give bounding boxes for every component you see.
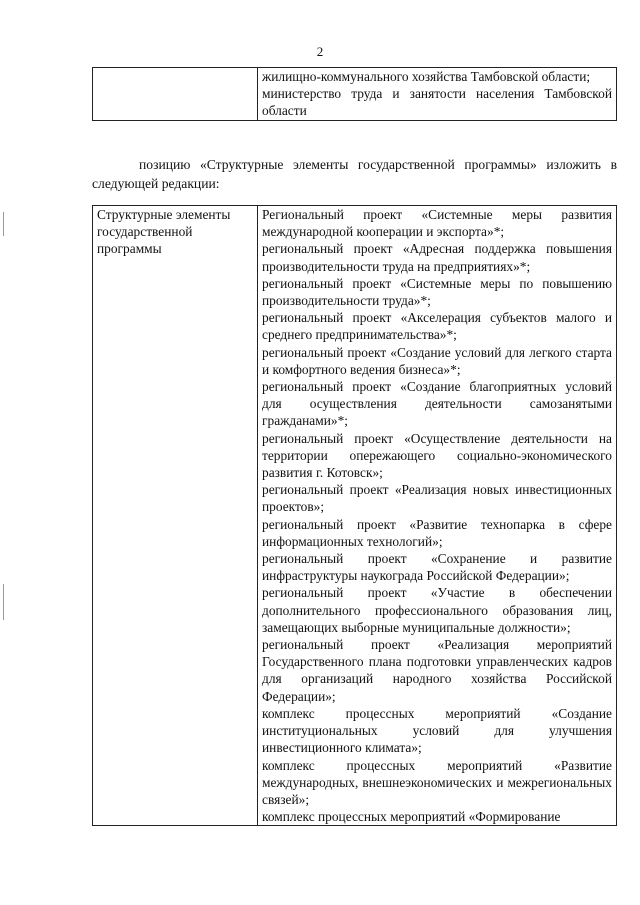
list-item: региональный проект «Создание благоприятных условий для осуществления деятельности самозанятыми гражданами»*; xyxy=(262,379,612,429)
list-item: министерство труда и занятости населения Тамбовской области xyxy=(262,86,612,119)
table-row xyxy=(93,68,617,121)
list-item: региональный проект «Развитие технопарка в сфере информационных технологий»; xyxy=(262,516,612,549)
list-item: Региональный проект «Системные меры развития международной кооперации и экспорта»*; xyxy=(262,207,612,240)
table-row xyxy=(93,206,617,826)
structural-elements-label: Структурные элементы государственной программы xyxy=(93,206,258,826)
instruction-paragraph: позицию «Структурные элементы государственной программы» изложить в следующей редакции: xyxy=(92,157,617,191)
list-item: жилищно-коммунального хозяйства Тамбовской области; xyxy=(262,69,591,84)
list-item: региональный проект «Акселерация субъектов малого и среднего предпринимательства»*; xyxy=(262,310,612,343)
list-item: региональный проект «Адресная поддержка повышения производительности труда на предприятиях»*; xyxy=(262,241,612,274)
top-table-right-cell xyxy=(258,68,617,121)
list-item: комплекс процессных мероприятий «Создание институциональных условий для улучшения инвестиционного климата»; xyxy=(262,705,612,756)
list-item: комплекс процессных мероприятий «Развитие международных, внешнеэкономических и межрегиональных связей»; xyxy=(262,757,612,807)
list-item: региональный проект «Реализация новых инвестиционных проектов»; xyxy=(262,482,612,515)
structural-elements-list xyxy=(258,206,617,826)
list-item: региональный проект «Участие в обеспечении дополнительного профессионального образования лиц, замещающих выборные муниципальные должности»; xyxy=(262,585,612,635)
top-table xyxy=(92,67,617,121)
main-table xyxy=(92,205,617,826)
list-item: региональный проект «Системные меры по повышению производительности труда»*; xyxy=(262,275,612,309)
page-number: 2 xyxy=(316,44,324,59)
list-item: региональный проект «Сохранение и развитие инфраструктуры наукограда Российской Федерации»; xyxy=(262,551,612,584)
scan-edge-mark xyxy=(3,212,4,236)
scan-edge-mark xyxy=(3,584,4,620)
top-table-left-cell xyxy=(93,68,258,121)
list-item: региональный проект «Осуществление деятельности на территории опережающего социально-экономического развития г. Котовск»; xyxy=(262,430,612,481)
list-item: региональный проект «Создание условий для легкого старта и комфортного ведения бизнеса»*; xyxy=(262,344,612,377)
list-item: комплекс процессных мероприятий «Формирование xyxy=(262,809,561,825)
list-item: региональный проект «Реализация мероприятий Государственного плана подготовки управленческих кадров для организаций народного хозяйства Российской Федерации»; xyxy=(262,637,612,704)
